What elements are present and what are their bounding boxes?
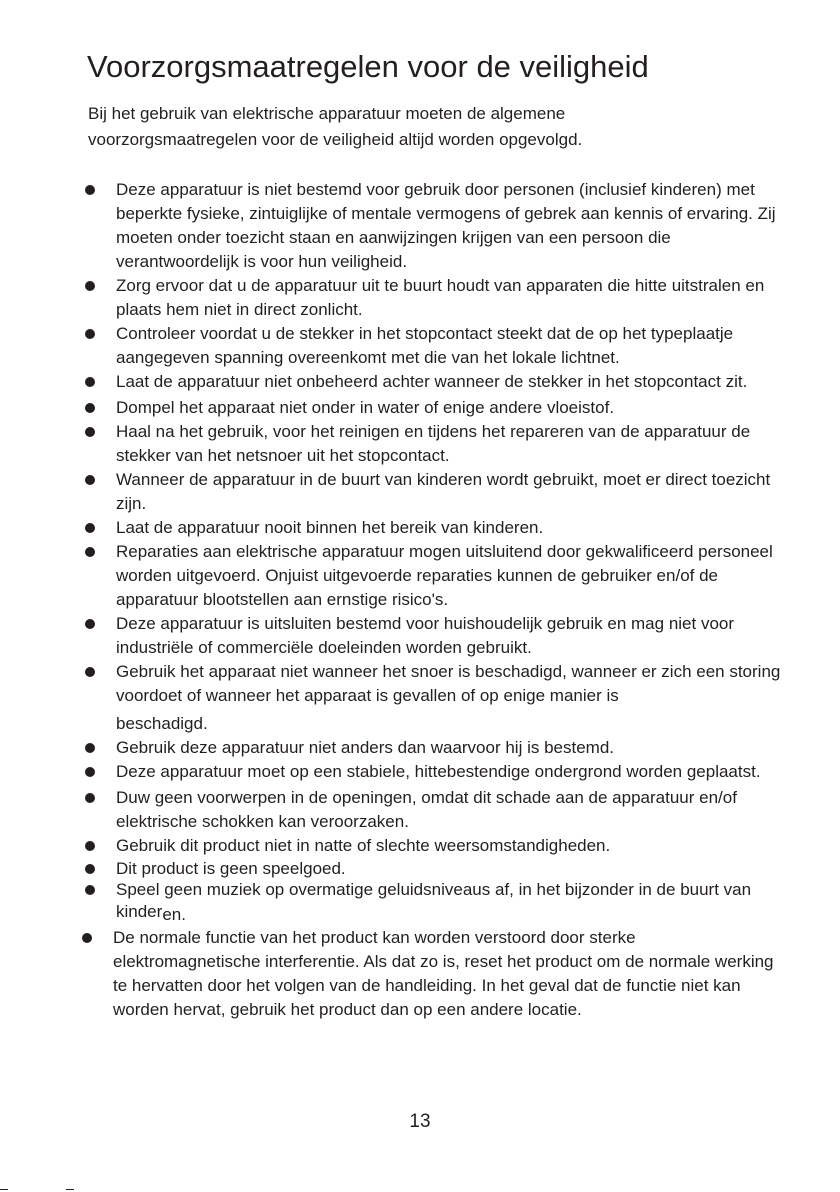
bullet-icon (85, 619, 95, 629)
bullet-text: Dit product is geen speelgoed. (116, 859, 346, 878)
bullet-icon (82, 933, 92, 943)
bullet-text: Haal na het gebruik, voor het reinigen en tijdens het repareren van de apparatuur de stekker van het netsnoer uit het stopcontact. (116, 422, 751, 465)
bullet-text: Speel geen muziek op overmatige geluidsniveaus af, in het bijzonder in de buurt van kinder (116, 880, 752, 921)
bullet-text: Wanneer de apparatuur in de buurt van kinderen wordt gebruikt, moet er direct toezicht zijn. (116, 470, 771, 513)
list-item (81, 926, 786, 1022)
bullet-text: Gebruik dit product niet in natte of slechte weersomstandigheden. (116, 836, 611, 855)
list-item (84, 516, 789, 540)
intro-paragraph: Bij het gebruik van elektrische apparatuur moeten de algemene voorzorgsmaatregelen voor de veiligheid altijd worden opgevolgd. (88, 104, 583, 149)
bullet-text: Dompel het apparaat niet onder in water of enige andere vloeistof. (116, 398, 615, 417)
crop-mark (0, 1189, 8, 1190)
bullet-text-continuation: beschadigd. (116, 714, 208, 733)
bullet-icon (85, 523, 95, 533)
bullet-icon (85, 841, 95, 851)
bullet-icon (85, 885, 95, 895)
bullet-icon (85, 377, 95, 387)
bullet-icon (85, 185, 95, 195)
page-title: Voorzorgsmaatregelen voor de veiligheid (87, 49, 649, 84)
list-item (84, 178, 789, 274)
page-number: 13 (409, 1111, 431, 1132)
list-item (84, 274, 789, 322)
bullet-text: Duw geen voorwerpen in de openingen, omdat dit schade aan de apparatuur en/of elektrische schokken kan veroorzaken. (116, 788, 737, 831)
bullet-icon (85, 329, 95, 339)
list-item (84, 736, 789, 760)
list-item (84, 370, 789, 394)
bullet-text: Laat de apparatuur niet onbeheerd achter wanneer de stekker in het stopcontact zit. (116, 372, 748, 391)
bullet-text: Deze apparatuur moet op een stabiele, hittebestendige ondergrond worden geplaatst. (116, 762, 761, 781)
list-item (84, 834, 789, 858)
crop-mark (66, 1189, 74, 1190)
bullet-icon (85, 767, 95, 777)
bullet-text: Laat de apparatuur nooit binnen het bereik van kinderen. (116, 518, 544, 537)
bullet-text: Controleer voordat u de stekker in het stopcontact steekt dat de op het typeplaatje aangegeven spanning overeenkomt met die van het lokale lichtnet. (116, 324, 734, 367)
bullet-text: Gebruik deze apparatuur niet anders dan waarvoor hij is bestemd. (116, 738, 615, 757)
bullet-icon (85, 281, 95, 291)
bullet-icon (85, 427, 95, 437)
list-item (84, 420, 789, 468)
bullet-text: Gebruik het apparaat niet wanneer het snoer is beschadigd, wanneer er zich een storing voordoet of wanneer het apparaat is gevallen of op enige manier is (116, 662, 781, 705)
list-item (84, 660, 789, 736)
bullet-icon (85, 547, 95, 557)
bullet-icon (85, 403, 95, 413)
list-item (84, 468, 789, 516)
list-item (84, 760, 789, 784)
list-item (84, 322, 789, 370)
list-item (84, 879, 789, 923)
bullet-icon (85, 667, 95, 677)
bullet-text: Zorg ervoor dat u de apparatuur uit te buurt houdt van apparaten die hitte uitstralen en plaats hem niet in direct zonlicht. (116, 276, 765, 319)
list-item (84, 612, 789, 660)
bullet-text: Deze apparatuur is uitsluiten bestemd voor huishoudelijk gebruik en mag niet voor industriële of commerciële doeleinden worden gebruikt. (116, 614, 735, 657)
bullet-icon (85, 864, 95, 874)
safety-bullet-list (84, 178, 789, 1022)
list-item (84, 786, 789, 834)
list-item (84, 858, 789, 879)
list-item (84, 540, 789, 612)
bullet-icon (85, 475, 95, 485)
list-item (84, 396, 789, 420)
bullet-text: Deze apparatuur is niet bestemd voor gebruik door personen (inclusief kinderen) met beperkte fysieke, zintuiglijke of mentale vermogens of gebrek aan kennis of ervaring. Zij moeten onder toezicht staan en aanwijzingen krijgen van een persoon die verantwoordelijk is voor hun veiligheid. (116, 180, 776, 271)
bullet-text-continuation: en. (162, 905, 186, 924)
bullet-text: De normale functie van het product kan worden verstoord door sterke elektromagnetische interferentie. Als dat zo is, reset het product om de normale werking te hervatten door het volgen van de handleiding. In het geval dat de functie niet kan worden hervat, gebruik het product dan op een andere locatie. (113, 928, 774, 1019)
bullet-icon (85, 793, 95, 803)
bullet-text: Reparaties aan elektrische apparatuur mogen uitsluitend door gekwalificeerd personeel worden uitgevoerd. Onjuist uitgevoerde reparaties kunnen de gebruiker en/of de apparatuur blootstellen aan ernstige risico's. (116, 542, 773, 609)
bullet-icon (85, 743, 95, 753)
